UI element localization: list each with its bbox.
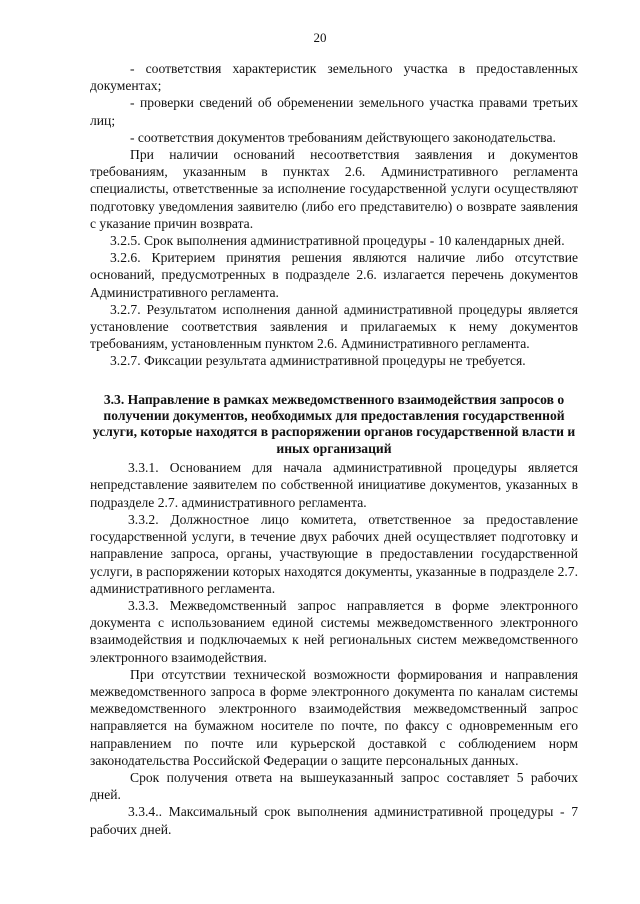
paragraph: При отсутствии технической возможности формирования и направления межведомственного запроса в форме электронного документа по каналам системы межведомственного электронного взаимодействия межведомственный запрос направляется на бумажном носителе по почте, по факсу с одновременным его направлением по почте или курьерской доставкой с соблюдением норм законодательства Российской Федерации о защите персональных данных. [90,666,578,768]
paragraph: Срок получения ответа на вышеуказанный запрос составляет 5 рабочих дней. [90,769,578,803]
page-number: 20 [313,30,327,45]
paragraph: - соответствия характеристик земельного участка в предоставленных документах; [90,61,578,94]
paragraph: 3.2.7. Фиксации результата административной процедуры не требуется. [110,353,526,369]
paragraph: - проверки сведений об обременении земельного участка правами третьих лиц; [90,95,578,128]
paragraph: 3.3.2. Должностное лицо комитета, ответственное за предоставление государственной услуги, в течение двух рабочих дней осуществляет подготовку и направление запроса, органы, участвующие в предоставлении государственной услуги, в распоряжении которых находятся документы, указанные в подразделе 2.7. административного регламента. [90,511,578,596]
paragraph: 3.2.5. Срок выполнения административной процедуры - 10 календарных дней. [110,233,565,249]
paragraph: 3.3.3. Межведомственный запрос направляется в форме электронного документа с использованием единой системы межведомственного электронного взаимодействия и подключаемых к ней региональных систем межведомственного электронного взаимодействия. [90,597,578,665]
document-body [90,60,578,838]
paragraph: 3.2.6. Критерием принятия решения являются наличие либо отсутствие оснований, предусмотренных в подразделе 2.6. излагается перечень документов Административного регламента. [90,250,578,300]
paragraph: 3.3.4.. Максимальный срок выполнения административной процедуры - 7 рабочих дней. [90,804,578,837]
paragraph: При наличии оснований несоответствия заявления и документов требованиям, указанным в пунктах 2.6. Административного регламента специалисты, ответственные за исполнение государственной услуги осуществляют подготовку уведомления заявителю (либо его представителю) о возврате заявления с указание причин возврата. [90,147,578,231]
paragraph: 3.2.7. Результатом исполнения данной административной процедуры является установление соответствия заявления и прилагаемых к нему документов требованиям, установленным пунктом 2.6. Административного регламента. [90,301,578,352]
paragraph: 3.3.1. Основанием для начала административной процедуры является непредставление заявителем по собственной инициативе документов, указанных в подразделе 2.7. административного регламента. [90,460,578,510]
section-heading: 3.3. Направление в рамках межведомственного взаимодействия запросов о получении документов, необходимых для предоставления государственной услуги, которые находятся в распоряжении органов государственной власти и иных организаций [92,391,576,456]
paragraph: - соответствия документов требованиям действующего законодательства. [130,129,556,145]
